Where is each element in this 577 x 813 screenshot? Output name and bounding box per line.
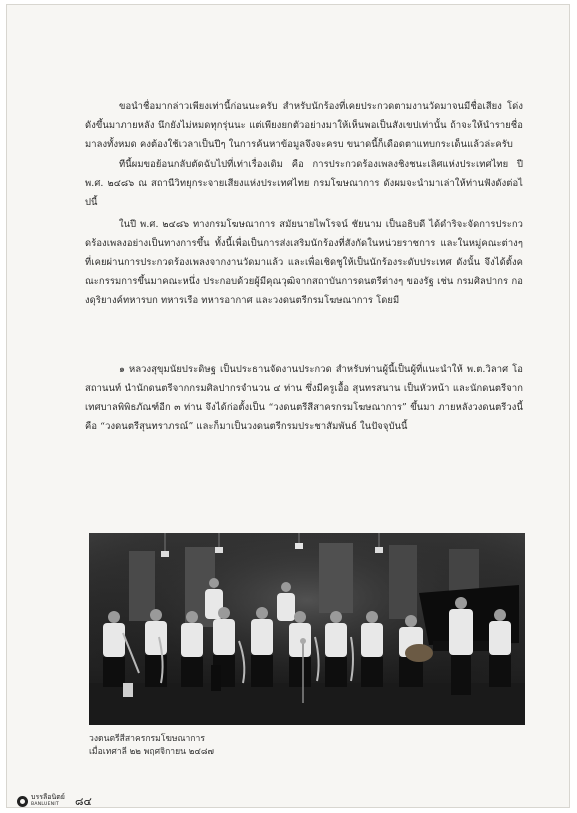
document-page [6,4,570,808]
logo-circle-icon [17,796,28,807]
logo-text: บรรลือนิตย์ [31,793,65,801]
paragraph-3: ในปี พ.ศ. ๒๔๘๖ ทางกรมโฆษณาการ สมัยนายไพโรจน์ ชัยนาม เป็นอธิบดี ได้ดำริจะจัดการประกวดร้องเพลงอย่างเป็นทางการขึ้น ทั้งนี้เพื่อเป็นการส่งเสริมนักร้องที่สังกัดในหน่วยราชการ และในหมู่คณะต่างๆ ที่เคยผ่านการประกวดร้องเพลงจากงานวัดมาแล้ว และเพื่อเชิดชูให้เป็นนักร้องระดับประเทศ ดังนั้น จึงได้ตั้งคณะกรรมการขึ้นมาคณะหนึ่ง ประกอบด้วยผู้มีคุณวุฒิจากสถาบันการดนตรีต่างๆ ของรัฐ เช่น กรมศิลปากร กองดุริยางค์ทหารบก ทหารเรือ ทหารอากาศ และวงดนตรีกรมโฆษณาการ โดยมี [85,219,523,306]
band-photo [89,533,525,725]
page-number: ๘๔ [75,795,92,808]
photo-caption [89,733,349,759]
caption-line-1: วงดนตรีสีสาครกรมโฆษณาการ [89,734,205,744]
publisher-logo [17,794,65,808]
paragraph-2: ทีนี้ผมขอย้อนกลับตัดฉับไปที่เท่าเรื่องเดิม คือ การประกวดร้องเพลงชิงชนะเลิศแห่งประเทศไทย ปี พ.ศ. ๒๔๘๖ ณ สถานีวิทยุกระจายเสียงแห่งประเทศไทย กรมโฆษณาการ ดังผมจะนำมาเล่าให้ท่านฟังดังต่อไปนี้ [85,159,523,208]
paragraph-1: ขอนำชื่อมากล่าวเพียงเท่านี้ก่อนนะครับ สำหรับนักร้องที่เคยประกวดตามงานวัดมาจนมีชื่อเสียง โด่งดังขึ้นมาภายหลัง นึกยังไม่หมดทุกรุ่นนะ แต่เพียงยกตัวอย่างมาให้เห็นพอเป็นสังเขปเท่านั้น ถ้าจะให้นำรายชื่อมาลงทั้งหมด คงต้องใช้เวลาเป็นปีๆ ในการค้นหาข้อมูลจึงจะครบ ขนาดนี้ก็เดือดตาแทบกระเด็นแล้วล่ะครับ [85,101,523,150]
caption-line-2: เมื่อเทศาลี ๒๒ พฤศจิกายน ๒๔๘๗ [89,747,214,757]
paragraph-4: ๑ หลวงสุขุมนัยประดิษฐ เป็นประธานจัดงานประกวด สำหรับท่านผู้นี้เป็นผู้ที่แนะนำให้ พ.ต.วิลาศ โอสถานนท์ นำนักดนตรีจากกรมศิลปากรจำนวน ๔ ท่าน ซึ่งมีครูเอื้อ สุนทรสนาน เป็นหัวหน้า และนักดนตรีจากเทศบาลพิพิธภัณฑ์อีก ๓ ท่าน จึงได้ก่อตั้งเป็น “วงดนตรีสีสาครกรมโฆษณาการ” ขึ้นมา ภายหลังวงดนตรีวงนี้คือ “วงดนตรีสุนทราภรณ์” และก็มาเป็นวงดนตรีกรมประชาสัมพันธ์ ในปัจจุบันนี้ [85,364,523,432]
logo-subtext: BANLUENIT [31,802,60,807]
